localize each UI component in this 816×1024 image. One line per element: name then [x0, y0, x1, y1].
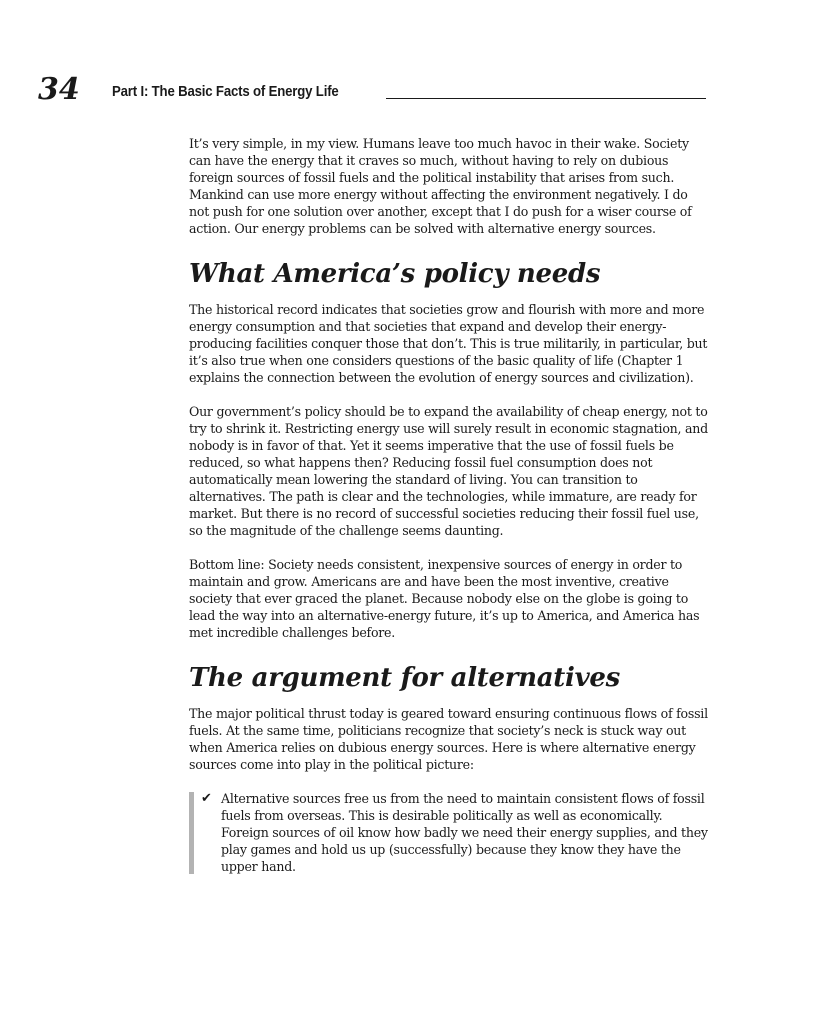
policy-paragraph-2: Our government’s policy should be to expand the availability of cheap energy, not to try to shrink it. Restricting energy use will surely result in economic stagnation, and nobody is in favor of that. Yet it seems imperative that the use of fossil fuels be reduced, so what happens then? Reducing fossil fuel consumption does not automatically mean lowering the standard of living. You can transition to alternatives. The path is clear and the technologies, while immature, are ready for market. But there is no record of successful societies reducing their fossil fuel use, so the magnitude of the challenge seems daunting. — [189, 404, 708, 538]
page-content — [189, 135, 711, 875]
alternatives-paragraph: The major political thrust today is geared toward ensuring continuous flows of fossil fuels. At the same time, politicians recognize that society’s neck is stuck way out when America relies on dubious energy sources. Here is where alternative energy sources come into play in the political picture: — [189, 706, 708, 772]
bullet-text: Alternative sources free us from the need to maintain consistent flows of fossil fuels from overseas. This is desirable politically as well as economically. Foreign sources of oil know how badly we need their energy supplies, and they play games and hold us up (successfully) because they know they have the upper hand. — [221, 791, 708, 874]
check-icon: ✔ — [201, 791, 212, 806]
page-number: 34 — [38, 72, 80, 107]
section-heading-policy: What America’s policy needs — [189, 259, 601, 289]
bullet-item — [189, 790, 711, 875]
running-head: Part I: The Basic Facts of Energy Life — [112, 83, 339, 100]
policy-paragraph-1: The historical record indicates that societies grow and flourish with more and more energy consumption and that societies that expand and develop their energy-producing facilities conquer those that don’t. This is true militarily, in particular, but it’s also true when one considers questions of the basic quality of life (Chapter 1 explains the connection between the evolution of energy sources and civilization). — [189, 302, 708, 385]
intro-paragraph: It’s very simple, in my view. Humans leave too much havoc in their wake. Society can have the energy that it craves so much, without having to rely on dubious foreign sources of fossil fuels and the political instability that arises from such. Mankind can use more energy without affecting the environment negatively. I do not push for one solution over another, except that I do push for a wiser course of action. Our energy problems can be solved with alternative energy sources. — [189, 136, 692, 236]
bullet-list — [189, 790, 711, 875]
header-rule — [386, 98, 706, 99]
section-heading-alternatives: The argument for alternatives — [189, 663, 620, 693]
policy-paragraph-3: Bottom line: Society needs consistent, inexpensive sources of energy in order to maintain and grow. Americans are and have been the most inventive, creative society that ever graced the planet. Because nobody else on the globe is going to lead the way into an alternative-energy future, it’s up to America, and America has met incredible challenges before. — [189, 557, 700, 640]
